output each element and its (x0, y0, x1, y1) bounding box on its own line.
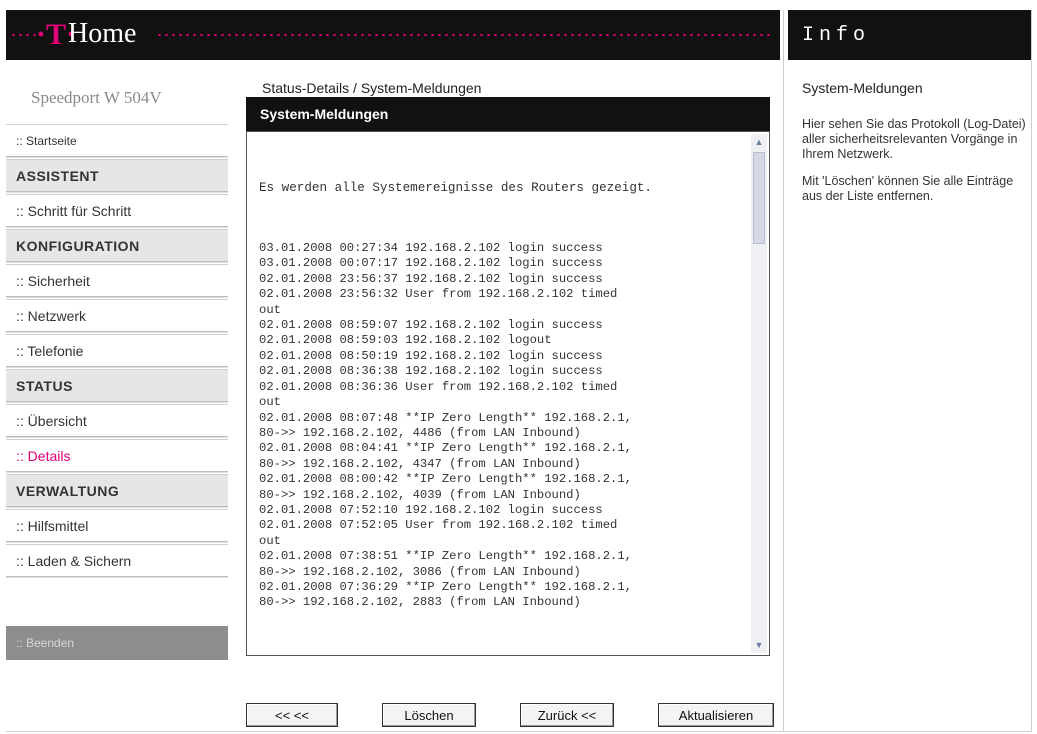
log-line: 02.01.2008 23:56:37 192.168.2.102 login success (259, 271, 603, 286)
sidebar-item[interactable]: :: Startseite (6, 124, 228, 157)
header-dots-left (10, 34, 36, 36)
log-scrollbar[interactable] (751, 134, 767, 653)
log-line: 02.01.2008 07:52:05 User from 192.168.2.102 timed (259, 518, 618, 533)
log-line: 80->> 192.168.2.102, 4486 (from LAN Inbound) (259, 425, 581, 440)
log-line: 03.01.2008 00:27:34 192.168.2.102 login success (259, 241, 603, 256)
log-lines (259, 241, 749, 611)
breadcrumb: Status-Details / System-Meldungen (262, 80, 482, 96)
divider (783, 10, 784, 732)
log-line: out (259, 302, 281, 317)
log-line: 02.01.2008 07:38:51 **IP Zero Length** 192.168.2.1, (259, 549, 632, 564)
log-box[interactable] (246, 131, 770, 656)
log-line: 02.01.2008 23:56:32 User from 192.168.2.102 timed (259, 287, 618, 302)
log-line: 80->> 192.168.2.102, 4347 (from LAN Inbound) (259, 456, 581, 471)
logout-button[interactable]: :: Beenden (6, 626, 228, 660)
header-title: Home (68, 18, 137, 49)
scroll-thumb[interactable] (753, 152, 765, 244)
log-line: 02.01.2008 08:04:41 **IP Zero Length** 192.168.2.1, (259, 441, 632, 456)
info-paragraph: Hier sehen Sie das Protokoll (Log-Datei) aller sicherheitsrelevanten Vorgänge in Ihrem Netzwerk. (802, 117, 1026, 161)
sidebar-item[interactable]: :: Hilfsmittel (6, 509, 228, 542)
log-line: 02.01.2008 08:50:19 192.168.2.102 login success (259, 348, 603, 363)
log-line: 02.01.2008 08:00:42 **IP Zero Length** 192.168.2.1, (259, 472, 632, 487)
log-content (259, 150, 749, 642)
sidebar-section: KONFIGURATION (6, 229, 228, 262)
top-header-bar (6, 10, 780, 60)
log-line: 02.01.2008 08:36:36 User from 192.168.2.102 timed (259, 379, 618, 394)
telekom-logo: ·T· (36, 18, 77, 51)
sidebar-nav (6, 124, 228, 579)
sidebar-item[interactable]: :: Netzwerk (6, 299, 228, 332)
log-line: 02.01.2008 08:59:03 192.168.2.102 logout (259, 333, 552, 348)
back-button[interactable]: Zurück << (520, 703, 614, 727)
first-page-button[interactable]: << << (246, 703, 338, 727)
info-paragraph: Mit 'Löschen' können Sie alle Einträge aus der Liste entfernen. (802, 174, 1014, 203)
log-line: 80->> 192.168.2.102, 2883 (from LAN Inbound) (259, 595, 581, 610)
sidebar-item[interactable]: :: Laden & Sichern (6, 544, 228, 577)
device-name: Speedport W 504V (31, 88, 162, 107)
info-text (802, 117, 1030, 216)
info-title: System-Meldungen (802, 80, 923, 96)
log-line: 80->> 192.168.2.102, 3086 (from LAN Inbound) (259, 564, 581, 579)
sidebar-item[interactable]: :: Telefonie (6, 334, 228, 367)
log-line: 80->> 192.168.2.102, 4039 (from LAN Inbound) (259, 487, 581, 502)
info-header-title: Info (802, 24, 871, 47)
log-line: 02.01.2008 08:59:07 192.168.2.102 login success (259, 318, 603, 333)
refresh-button[interactable]: Aktualisieren (658, 703, 774, 727)
log-intro: Es werden alle Systemereignisse des Routers gezeigt. (259, 180, 652, 195)
panel-title: System-Meldungen (246, 97, 770, 131)
sidebar-section: VERWALTUNG (6, 474, 228, 507)
log-line: 03.01.2008 00:07:17 192.168.2.102 login success (259, 256, 603, 271)
log-line: 02.01.2008 08:36:38 192.168.2.102 login success (259, 364, 603, 379)
sidebar-item[interactable]: :: Schritt für Schritt (6, 194, 228, 227)
log-line: 02.01.2008 07:36:29 **IP Zero Length** 192.168.2.1, (259, 579, 632, 594)
sidebar-item[interactable]: :: Sicherheit (6, 264, 228, 297)
log-line: out (259, 395, 281, 410)
log-line: 02.01.2008 07:52:10 192.168.2.102 login success (259, 502, 603, 517)
sidebar-item[interactable]: :: Details (6, 439, 228, 472)
log-line: out (259, 533, 281, 548)
sidebar-section: STATUS (6, 369, 228, 402)
delete-button[interactable]: Löschen (382, 703, 476, 727)
header-dots-right (156, 34, 774, 36)
sidebar-section: ASSISTENT (6, 159, 228, 192)
log-line: 02.01.2008 08:07:48 **IP Zero Length** 192.168.2.1, (259, 410, 632, 425)
scroll-down-icon[interactable]: ▼ (754, 640, 764, 650)
scroll-up-icon[interactable]: ▲ (754, 137, 764, 147)
sidebar-item[interactable]: :: Übersicht (6, 404, 228, 437)
info-header (788, 10, 1032, 60)
